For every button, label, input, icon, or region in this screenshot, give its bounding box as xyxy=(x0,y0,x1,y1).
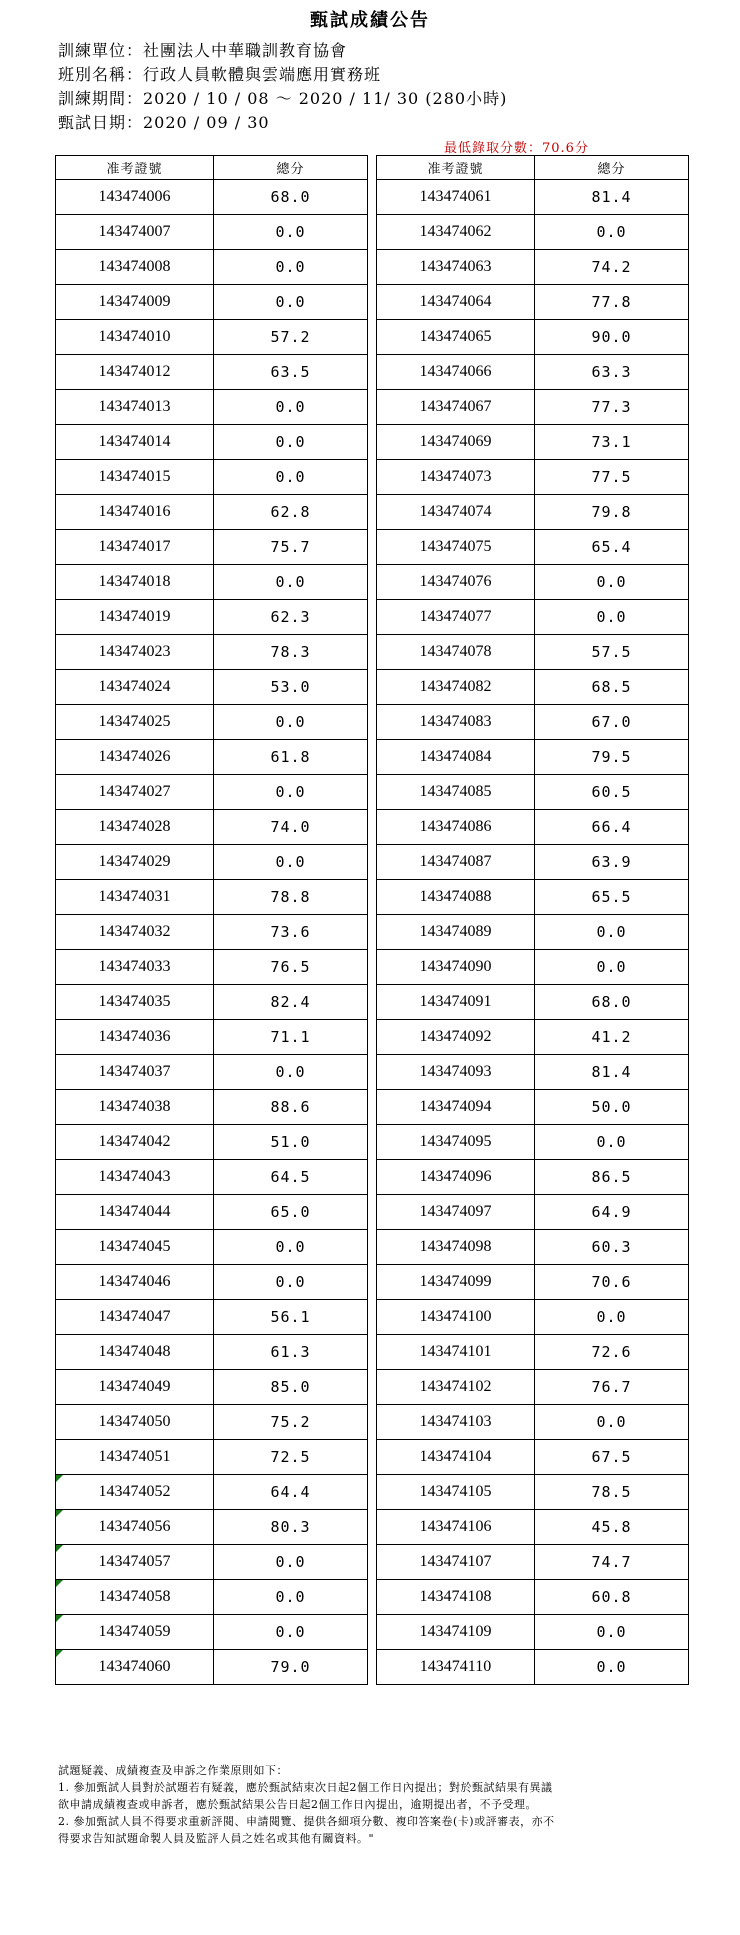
table-row xyxy=(377,1055,689,1090)
exam-number-cell: 143474032 xyxy=(56,915,214,950)
total-score-cell: 0.0 xyxy=(535,1650,689,1685)
table-row xyxy=(377,285,689,320)
exam-number-cell: 143474016 xyxy=(56,495,214,530)
table-row xyxy=(377,600,689,635)
table-row xyxy=(377,1195,689,1230)
table-row xyxy=(56,1230,368,1265)
total-score-cell: 60.8 xyxy=(535,1580,689,1615)
exam-number-cell: 143474092 xyxy=(377,1020,535,1055)
table-row xyxy=(377,1370,689,1405)
table-row xyxy=(377,1580,689,1615)
table-row xyxy=(56,1510,368,1545)
table-row xyxy=(377,950,689,985)
total-score-cell: 62.3 xyxy=(214,600,368,635)
exam-number-cell: 143474065 xyxy=(377,320,535,355)
exam-number-cell: 143474059 xyxy=(56,1615,214,1650)
exam-number-cell: 143474085 xyxy=(377,775,535,810)
table-row xyxy=(56,285,368,320)
total-score-cell: 77.3 xyxy=(535,390,689,425)
table-row xyxy=(377,1020,689,1055)
column-header-score: 總分 xyxy=(535,156,689,180)
exam-number-cell: 143474061 xyxy=(377,180,535,215)
total-score-cell: 0.0 xyxy=(214,425,368,460)
table-row xyxy=(377,460,689,495)
exam-number-cell: 143474075 xyxy=(377,530,535,565)
table-row xyxy=(377,705,689,740)
score-table-left-body xyxy=(56,180,368,1685)
exam-number-cell: 143474064 xyxy=(377,285,535,320)
table-row xyxy=(56,670,368,705)
table-row xyxy=(56,1440,368,1475)
total-score-cell: 76.5 xyxy=(214,950,368,985)
table-row xyxy=(56,530,368,565)
exam-number-cell: 143474036 xyxy=(56,1020,214,1055)
table-row xyxy=(377,495,689,530)
total-score-cell: 65.5 xyxy=(535,880,689,915)
table-row xyxy=(56,1370,368,1405)
exam-number-cell: 143474109 xyxy=(377,1615,535,1650)
exam-number-cell: 143474099 xyxy=(377,1265,535,1300)
table-row xyxy=(377,425,689,460)
total-score-cell: 51.0 xyxy=(214,1125,368,1160)
exam-number-cell: 143474104 xyxy=(377,1440,535,1475)
total-score-cell: 57.5 xyxy=(535,635,689,670)
table-row xyxy=(56,915,368,950)
exam-number-cell: 143474050 xyxy=(56,1405,214,1440)
table-row xyxy=(377,1405,689,1440)
total-score-cell: 0.0 xyxy=(214,460,368,495)
total-score-cell: 0.0 xyxy=(214,1545,368,1580)
total-score-cell: 41.2 xyxy=(535,1020,689,1055)
table-row xyxy=(377,355,689,390)
exam-number-cell: 143474043 xyxy=(56,1160,214,1195)
table-header-row xyxy=(56,156,368,180)
exam-number-cell: 143474025 xyxy=(56,705,214,740)
table-row xyxy=(56,215,368,250)
total-score-cell: 74.7 xyxy=(535,1545,689,1580)
total-score-cell: 0.0 xyxy=(535,215,689,250)
table-row xyxy=(56,1650,368,1685)
exam-number-cell: 143474067 xyxy=(377,390,535,425)
table-row xyxy=(56,635,368,670)
exam-number-cell: 143474076 xyxy=(377,565,535,600)
table-row xyxy=(377,1510,689,1545)
table-row xyxy=(56,985,368,1020)
exam-number-cell: 143474060 xyxy=(56,1650,214,1685)
exam-number-cell: 143474096 xyxy=(377,1160,535,1195)
exam-number-cell: 143474058 xyxy=(56,1580,214,1615)
total-score-cell: 79.0 xyxy=(214,1650,368,1685)
table-row xyxy=(377,1650,689,1685)
exam-number-cell: 143474033 xyxy=(56,950,214,985)
exam-number-cell: 143474095 xyxy=(377,1125,535,1160)
total-score-cell: 64.5 xyxy=(214,1160,368,1195)
table-row xyxy=(377,1265,689,1300)
total-score-cell: 0.0 xyxy=(535,915,689,950)
total-score-cell: 88.6 xyxy=(214,1090,368,1125)
table-row xyxy=(56,320,368,355)
total-score-cell: 72.5 xyxy=(214,1440,368,1475)
note-item-2: 2. 參加甄試人員不得要求重新評閱、申請閱覽、提供各細項分數、複印答案卷(卡)或評審表，亦不 xyxy=(58,1815,555,1828)
exam-number-cell: 143474063 xyxy=(377,250,535,285)
training-period: 訓練期間：2020 / 10 / 08 ～ 2020 / 11/ 30 (280小時) xyxy=(58,89,508,108)
exam-number-cell: 143474035 xyxy=(56,985,214,1020)
exam-number-cell: 143474074 xyxy=(377,495,535,530)
total-score-cell: 0.0 xyxy=(535,565,689,600)
table-row xyxy=(377,670,689,705)
total-score-cell: 77.8 xyxy=(535,285,689,320)
table-row xyxy=(56,1090,368,1125)
total-score-cell: 0.0 xyxy=(214,565,368,600)
exam-number-cell: 143474103 xyxy=(377,1405,535,1440)
exam-number-cell: 143474015 xyxy=(56,460,214,495)
total-score-cell: 0.0 xyxy=(214,1230,368,1265)
total-score-cell: 63.9 xyxy=(535,845,689,880)
exam-number-cell: 143474069 xyxy=(377,425,535,460)
total-score-cell: 45.8 xyxy=(535,1510,689,1545)
total-score-cell: 68.5 xyxy=(535,670,689,705)
table-row xyxy=(56,1615,368,1650)
exam-number-cell: 143474006 xyxy=(56,180,214,215)
total-score-cell: 78.3 xyxy=(214,635,368,670)
class-name: 班別名稱：行政人員軟體與雲端應用實務班 xyxy=(58,65,382,84)
exam-number-cell: 143474098 xyxy=(377,1230,535,1265)
exam-number-cell: 143474108 xyxy=(377,1580,535,1615)
total-score-cell: 73.6 xyxy=(214,915,368,950)
total-score-cell: 79.8 xyxy=(535,495,689,530)
total-score-cell: 0.0 xyxy=(214,775,368,810)
total-score-cell: 0.0 xyxy=(214,845,368,880)
table-row xyxy=(377,1615,689,1650)
exam-number-cell: 143474012 xyxy=(56,355,214,390)
table-row xyxy=(56,1475,368,1510)
total-score-cell: 68.0 xyxy=(214,180,368,215)
total-score-cell: 74.0 xyxy=(214,810,368,845)
table-row xyxy=(377,250,689,285)
total-score-cell: 81.4 xyxy=(535,1055,689,1090)
table-row xyxy=(377,1440,689,1475)
exam-number-cell: 143474024 xyxy=(56,670,214,705)
note-item-1-cont: 欲申請成績複查或申訴者，應於甄試結果公告日起2個工作日內提出，逾期提出者，不予受理。 xyxy=(58,1798,537,1811)
exam-number-cell: 143474110 xyxy=(377,1650,535,1685)
table-row xyxy=(56,390,368,425)
score-table-left xyxy=(55,155,368,1685)
exam-number-cell: 143474046 xyxy=(56,1265,214,1300)
exam-number-cell: 143474009 xyxy=(56,285,214,320)
exam-number-cell: 143474090 xyxy=(377,950,535,985)
table-row xyxy=(56,1160,368,1195)
table-row xyxy=(377,845,689,880)
total-score-cell: 53.0 xyxy=(214,670,368,705)
table-row xyxy=(56,1545,368,1580)
table-row xyxy=(377,1230,689,1265)
exam-number-cell: 143474086 xyxy=(377,810,535,845)
table-row xyxy=(377,635,689,670)
exam-number-cell: 143474017 xyxy=(56,530,214,565)
total-score-cell: 76.7 xyxy=(535,1370,689,1405)
exam-number-cell: 143474106 xyxy=(377,1510,535,1545)
total-score-cell: 81.4 xyxy=(535,180,689,215)
exam-date: 甄試日期：2020 / 09 / 30 xyxy=(58,113,270,132)
total-score-cell: 90.0 xyxy=(535,320,689,355)
total-score-cell: 0.0 xyxy=(214,390,368,425)
exam-number-cell: 143474097 xyxy=(377,1195,535,1230)
total-score-cell: 66.4 xyxy=(535,810,689,845)
total-score-cell: 72.6 xyxy=(535,1335,689,1370)
table-row xyxy=(56,425,368,460)
total-score-cell: 79.5 xyxy=(535,740,689,775)
exam-number-cell: 143474087 xyxy=(377,845,535,880)
total-score-cell: 0.0 xyxy=(214,1615,368,1650)
exam-number-cell: 143474056 xyxy=(56,1510,214,1545)
table-row xyxy=(56,1020,368,1055)
exam-number-cell: 143474023 xyxy=(56,635,214,670)
table-row xyxy=(56,845,368,880)
total-score-cell: 74.2 xyxy=(535,250,689,285)
page-title: 甄試成績公告 xyxy=(310,10,430,31)
table-row xyxy=(56,1580,368,1615)
total-score-cell: 77.5 xyxy=(535,460,689,495)
exam-number-cell: 143474084 xyxy=(377,740,535,775)
notes-heading: 試題疑義、成績複查及申訴之作業原則如下： xyxy=(58,1764,288,1777)
total-score-cell: 50.0 xyxy=(535,1090,689,1125)
exam-number-cell: 143474066 xyxy=(377,355,535,390)
exam-number-cell: 143474038 xyxy=(56,1090,214,1125)
table-row xyxy=(56,740,368,775)
total-score-cell: 71.1 xyxy=(214,1020,368,1055)
exam-number-cell: 143474037 xyxy=(56,1055,214,1090)
total-score-cell: 63.5 xyxy=(214,355,368,390)
column-header-code: 准考證號 xyxy=(377,156,535,180)
exam-number-cell: 143474105 xyxy=(377,1475,535,1510)
training-unit: 訓練單位：社團法人中華職訓教育協會 xyxy=(58,41,348,60)
exam-number-cell: 143474049 xyxy=(56,1370,214,1405)
exam-number-cell: 143474083 xyxy=(377,705,535,740)
exam-number-cell: 143474091 xyxy=(377,985,535,1020)
table-row xyxy=(56,1265,368,1300)
table-row xyxy=(56,460,368,495)
exam-number-cell: 143474078 xyxy=(377,635,535,670)
table-row xyxy=(377,180,689,215)
exam-number-cell: 143474048 xyxy=(56,1335,214,1370)
exam-number-cell: 143474062 xyxy=(377,215,535,250)
table-row xyxy=(377,215,689,250)
exam-number-cell: 143474100 xyxy=(377,1300,535,1335)
table-row xyxy=(377,1545,689,1580)
table-row xyxy=(377,320,689,355)
exam-number-cell: 143474010 xyxy=(56,320,214,355)
exam-number-cell: 143474088 xyxy=(377,880,535,915)
total-score-cell: 0.0 xyxy=(214,1580,368,1615)
exam-number-cell: 143474052 xyxy=(56,1475,214,1510)
total-score-cell: 82.4 xyxy=(214,985,368,1020)
score-table-right-body xyxy=(377,180,689,1685)
total-score-cell: 78.5 xyxy=(535,1475,689,1510)
total-score-cell: 0.0 xyxy=(214,215,368,250)
table-row xyxy=(377,1335,689,1370)
score-table-right xyxy=(376,155,689,1685)
exam-number-cell: 143474051 xyxy=(56,1440,214,1475)
exam-number-cell: 143474047 xyxy=(56,1300,214,1335)
exam-number-cell: 143474107 xyxy=(377,1545,535,1580)
total-score-cell: 75.2 xyxy=(214,1405,368,1440)
total-score-cell: 61.8 xyxy=(214,740,368,775)
table-row xyxy=(377,1090,689,1125)
table-row xyxy=(56,1125,368,1160)
table-row xyxy=(377,915,689,950)
exam-number-cell: 143474031 xyxy=(56,880,214,915)
exam-number-cell: 143474102 xyxy=(377,1370,535,1405)
exam-number-cell: 143474026 xyxy=(56,740,214,775)
total-score-cell: 0.0 xyxy=(535,1125,689,1160)
total-score-cell: 61.3 xyxy=(214,1335,368,1370)
notes-section xyxy=(58,1762,678,1847)
exam-number-cell: 143474042 xyxy=(56,1125,214,1160)
total-score-cell: 80.3 xyxy=(214,1510,368,1545)
table-header-row xyxy=(377,156,689,180)
total-score-cell: 0.0 xyxy=(535,600,689,635)
note-item-2-cont: 得要求告知試題命製人員及監評人員之姓名或其他有關資料。" xyxy=(58,1832,375,1845)
total-score-cell: 67.0 xyxy=(535,705,689,740)
total-score-cell: 85.0 xyxy=(214,1370,368,1405)
total-score-cell: 68.0 xyxy=(535,985,689,1020)
exam-number-cell: 143474089 xyxy=(377,915,535,950)
note-item-1: 1. 參加甄試人員對於試題若有疑義，應於甄試結束次日起2個工作日內提出；對於甄試結果有異議 xyxy=(58,1781,553,1794)
exam-number-cell: 143474082 xyxy=(377,670,535,705)
exam-number-cell: 143474094 xyxy=(377,1090,535,1125)
table-row xyxy=(377,740,689,775)
table-row xyxy=(56,1335,368,1370)
table-row xyxy=(56,810,368,845)
table-row xyxy=(377,1125,689,1160)
total-score-cell: 0.0 xyxy=(214,1265,368,1300)
exam-number-cell: 143474018 xyxy=(56,565,214,600)
exam-number-cell: 143474045 xyxy=(56,1230,214,1265)
table-row xyxy=(377,1160,689,1195)
table-row xyxy=(56,1055,368,1090)
total-score-cell: 64.9 xyxy=(535,1195,689,1230)
table-row xyxy=(377,530,689,565)
table-row xyxy=(377,1475,689,1510)
total-score-cell: 65.4 xyxy=(535,530,689,565)
exam-number-cell: 143474073 xyxy=(377,460,535,495)
total-score-cell: 75.7 xyxy=(214,530,368,565)
table-row xyxy=(56,355,368,390)
exam-number-cell: 143474007 xyxy=(56,215,214,250)
total-score-cell: 56.1 xyxy=(214,1300,368,1335)
min-admission-score: 最低錄取分數：70.6分 xyxy=(444,141,589,156)
exam-number-cell: 143474008 xyxy=(56,250,214,285)
exam-number-cell: 143474077 xyxy=(377,600,535,635)
total-score-cell: 0.0 xyxy=(535,1300,689,1335)
exam-number-cell: 143474014 xyxy=(56,425,214,460)
exam-number-cell: 143474027 xyxy=(56,775,214,810)
column-header-score: 總分 xyxy=(214,156,368,180)
table-row xyxy=(56,775,368,810)
total-score-cell: 0.0 xyxy=(214,285,368,320)
total-score-cell: 73.1 xyxy=(535,425,689,460)
table-row xyxy=(56,565,368,600)
total-score-cell: 0.0 xyxy=(214,705,368,740)
exam-number-cell: 143474057 xyxy=(56,1545,214,1580)
total-score-cell: 60.3 xyxy=(535,1230,689,1265)
table-row xyxy=(56,705,368,740)
exam-number-cell: 143474029 xyxy=(56,845,214,880)
table-row xyxy=(377,390,689,425)
table-row xyxy=(56,180,368,215)
total-score-cell: 67.5 xyxy=(535,1440,689,1475)
total-score-cell: 60.5 xyxy=(535,775,689,810)
table-row xyxy=(56,1405,368,1440)
exam-number-cell: 143474028 xyxy=(56,810,214,845)
total-score-cell: 62.8 xyxy=(214,495,368,530)
total-score-cell: 86.5 xyxy=(535,1160,689,1195)
table-row xyxy=(56,250,368,285)
total-score-cell: 0.0 xyxy=(535,1405,689,1440)
column-header-code: 准考證號 xyxy=(56,156,214,180)
table-row xyxy=(56,1300,368,1335)
total-score-cell: 0.0 xyxy=(214,250,368,285)
total-score-cell: 78.8 xyxy=(214,880,368,915)
total-score-cell: 57.2 xyxy=(214,320,368,355)
total-score-cell: 65.0 xyxy=(214,1195,368,1230)
table-row xyxy=(377,880,689,915)
total-score-cell: 64.4 xyxy=(214,1475,368,1510)
table-row xyxy=(377,775,689,810)
total-score-cell: 0.0 xyxy=(214,1055,368,1090)
total-score-cell: 0.0 xyxy=(535,1615,689,1650)
total-score-cell: 70.6 xyxy=(535,1265,689,1300)
exam-number-cell: 143474013 xyxy=(56,390,214,425)
table-row xyxy=(56,1195,368,1230)
total-score-cell: 63.3 xyxy=(535,355,689,390)
table-row xyxy=(56,495,368,530)
table-row xyxy=(56,880,368,915)
table-row xyxy=(377,810,689,845)
total-score-cell: 0.0 xyxy=(535,950,689,985)
exam-number-cell: 143474101 xyxy=(377,1335,535,1370)
table-row xyxy=(56,950,368,985)
exam-number-cell: 143474044 xyxy=(56,1195,214,1230)
table-row xyxy=(56,600,368,635)
exam-number-cell: 143474093 xyxy=(377,1055,535,1090)
table-row xyxy=(377,565,689,600)
exam-number-cell: 143474019 xyxy=(56,600,214,635)
table-row xyxy=(377,1300,689,1335)
table-row xyxy=(377,985,689,1020)
